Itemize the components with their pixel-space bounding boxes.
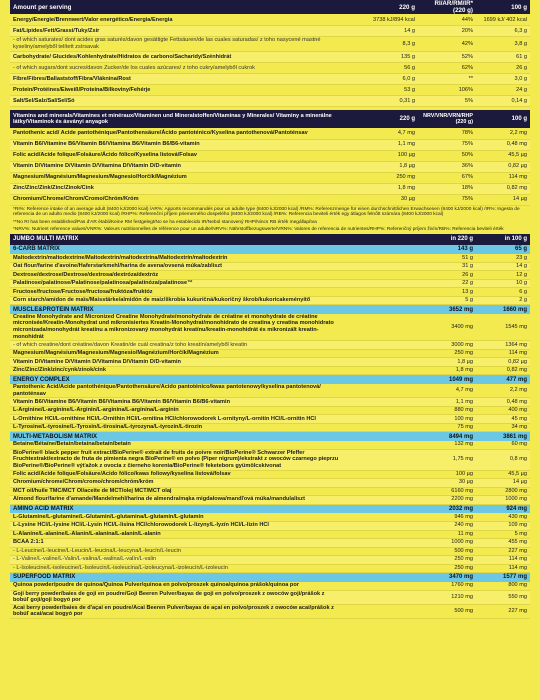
row-value-serving: 6,0 g: [342, 74, 418, 85]
row-value-100g: 455 mg: [476, 539, 530, 548]
row-value-100g: 114 mg: [476, 556, 530, 565]
matrix-table-header: [10, 234, 530, 245]
table-row: [10, 279, 530, 288]
row-value-100g: 1699 kJ/ 402 kcal: [476, 15, 530, 26]
table-row: [10, 384, 530, 398]
section-header: [10, 573, 530, 582]
table-row: [10, 415, 530, 424]
row-value-220g: 2200 mg: [342, 496, 476, 505]
section-title: MULTI-METABOLISM MATRIX: [13, 433, 97, 440]
table-row: [10, 63, 530, 74]
header-col2: 220 g: [399, 116, 415, 122]
row-label: - L-Leucine/L-leucine/L-Leucin/L-leucina/L-leucyna/L-leucín/L-leucin: [10, 547, 342, 556]
section-total-100g: 1577 mg: [502, 574, 527, 581]
row-label: Magnesium/Magnésium/Magnesium/Magnesio/Horčík/Magnézium: [10, 172, 342, 183]
row-value-nrv: 36%: [418, 161, 476, 172]
row-value-100g: 14 g: [476, 262, 530, 271]
table-row: [10, 128, 530, 139]
row-label: Salt/Sel/Salz/Sal/Sel/Só: [10, 96, 342, 107]
row-label: Fructose/fructose/Fructose/fructosa/fruktóza/fruktóz: [10, 288, 342, 297]
row-value-100g: 24 g: [476, 85, 530, 96]
table-row: [10, 513, 530, 522]
row-value-nrv: 67%: [418, 172, 476, 183]
row-value-100g: 227 mg: [476, 547, 530, 556]
footnote: [10, 219, 530, 227]
section-total-220g: 3470 mg: [448, 574, 473, 581]
table-row: [10, 161, 530, 172]
table-row: [10, 406, 530, 415]
section-title: ENERGY COMPLEX: [13, 376, 70, 383]
row-value-100g: 1364 mg: [476, 341, 530, 350]
row-value-ri: 52%: [418, 52, 476, 63]
row-value-ri: 20%: [418, 26, 476, 37]
row-label: Creatine Monohydrate and Micronized Creatine Monohydrate/monohydrate de créatine et monohydrate de créatine micronisée/Kreatin-Monohydrat und mikronisiertes Kreatin-Monohydrat/monohidrato de creatina y creatina monohidrato micronizada/monohydrát kreatínu a mikronizovaný monohydrát kreatínu/kreatin-monohidrát és mikronizált kreatin-monohidrát: [10, 314, 342, 341]
row-value-ri: 5%: [418, 96, 476, 107]
row-value-serving: 30 µg: [342, 194, 418, 205]
row-label: Vitamin D/Vitamine D/Vitamin D/Vitamina D/Vitamín D/D-vitamin: [10, 358, 342, 367]
row-value-nrv: 50%: [418, 150, 476, 161]
row-value-100g: 0,82 mg: [476, 366, 530, 375]
table-row: [10, 254, 530, 263]
footnote: [10, 226, 530, 234]
row-value-220g: 3400 mg: [342, 314, 476, 341]
row-value-ri: **: [418, 74, 476, 85]
row-value-100g: 0,14 g: [476, 96, 530, 107]
row-value-220g: 4,7 mg: [342, 384, 476, 398]
row-value-100g: 14 µg: [476, 479, 530, 488]
footnote-text: **No RI has been established/Pas d'AR établi/Keine RM festgelegt/No se ha establecido IR/Nebol stanovený RHP/Nincs RB érték megállapítva: [13, 219, 317, 225]
table-row: [10, 314, 530, 341]
table-row: [10, 15, 530, 26]
row-label: Folic acid/Acide folique/Folsäure/Ácido fólico/kwas foliowy/kyselina listová/folsav: [10, 470, 342, 479]
energy-table: [10, 0, 530, 107]
row-value-100g: 430 mg: [476, 513, 530, 522]
row-value-100g: 550 mg: [476, 590, 530, 604]
row-value-220g: 1210 mg: [342, 590, 476, 604]
row-value-serving: 53 g: [342, 85, 418, 96]
row-value-100g: 5 mg: [476, 530, 530, 539]
table-row: [10, 479, 530, 488]
row-value-100g: 3,8 g: [476, 37, 530, 52]
table-row: [10, 556, 530, 565]
row-value-serving: 4,7 mg: [342, 128, 418, 139]
row-value-100g: 1000 mg: [476, 496, 530, 505]
row-value-220g: 26 g: [342, 271, 476, 280]
row-value-serving: 14 g: [342, 26, 418, 37]
row-value-100g: 400 mg: [476, 406, 530, 415]
row-label: L-Ornithine HCl/L-ornithine HCl/L-Ornithin HCl/L-ornitina HCl/chlorowodorek L-ornityny/L-ornitín HCl/L-ornitin HCl: [10, 415, 342, 424]
table-row: [10, 262, 530, 271]
row-value-serving: 250 mg: [342, 172, 418, 183]
section-total-220g: 2032 mg: [448, 505, 473, 512]
row-label: - of which sugars/dont sucres/davon Zucker/de los cuales azúcares/ z toho cukry/amelyből cukrok: [10, 63, 342, 74]
section-header: [10, 245, 530, 254]
table-row: [10, 172, 530, 183]
row-value-220g: 1000 mg: [342, 539, 476, 548]
header-col4: 100 g: [511, 116, 527, 122]
footnote-text: *NRV%: Nutrient reference values/VNR%: Valeurs nutritionnelles de référence pour un adulte/NRV%: Nährstoffbezugswerte/VRN%: Valores de referencia de nutrientes/RHP%: Referenčný príjem živín/RB%: Referencia beviteli érték: [13, 227, 504, 233]
row-value-220g: 250 mg: [342, 556, 476, 565]
row-value-220g: 75 mg: [342, 423, 476, 432]
row-value-220g: 100 mg: [342, 415, 476, 424]
row-value-100g: 45,5 µg: [476, 150, 530, 161]
row-value-100g: 61 g: [476, 52, 530, 63]
row-label: BCAA 2:1:1: [10, 539, 342, 548]
row-value-220g: 1,8 mg: [342, 366, 476, 375]
section-total-100g: 3861 mg: [502, 433, 527, 440]
section-total-220g: 3652 mg: [448, 306, 473, 313]
row-label: Carbohydrate/ Glucides/Kohlenhydrate/Hidratos de carbono/Sacharidy/Szénhidrát: [10, 52, 342, 63]
table-row: [10, 358, 530, 367]
header-col3: RI/AR/RM/IR* (220 g): [418, 0, 476, 15]
row-value-220g: 132 mg: [342, 441, 476, 450]
row-label: L-Lysine HCl/L-lysine HCl/L-Lysin HCl/L-lisina HCl/chlorowodorek L-lizyny/L-lyzín HCl/L-lizin HCl: [10, 522, 342, 531]
table-row: [10, 341, 530, 350]
row-value-100g: 60 mg: [476, 441, 530, 450]
section-total-100g: 65 g: [514, 246, 527, 253]
table-row: [10, 539, 530, 548]
row-label: BioPerine® black pepper fruit extract/BioPerine® extrait de fruits de poivre noir/BioPerine® Schwarzer Pfeffer Fruchtextrakt/extracto de fruta de pimienta negra BioPerine® en polvo (Piper nigrum)/ekstrakt z owoców czarnego pieprzu BioPerine®/BioPerine® výťažok z ovocia z čierneho korenia/BioPerine® feketebors gyümölcskivonat: [10, 449, 342, 470]
row-value-serving: 1,1 mg: [342, 139, 418, 150]
table-row: [10, 150, 530, 161]
row-value-220g: 250 mg: [342, 349, 476, 358]
row-value-serving: 56 g: [342, 63, 418, 74]
row-value-100g: 2,2 mg: [476, 128, 530, 139]
row-value-100g: 10 g: [476, 279, 530, 288]
row-value-serving: 100 µg: [342, 150, 418, 161]
table-row: [10, 522, 530, 531]
section-total-100g: 924 mg: [506, 505, 527, 512]
row-value-serving: 3738 kJ/894 kcal: [342, 15, 418, 26]
table-row: [10, 194, 530, 205]
row-value-220g: 13 g: [342, 288, 476, 297]
section-total-220g: 8494 mg: [448, 433, 473, 440]
row-label: Fat/Lipides/Fett/Grassi/Tuky/Zsír: [10, 26, 342, 37]
row-label: L-Alanine/L-alanine/L-Alanin/L-alanina/L-alanín/L-alanin: [10, 530, 342, 539]
table-row: [10, 96, 530, 107]
row-value-220g: 11 mg: [342, 530, 476, 539]
section-header: [10, 432, 530, 441]
section-title: AMINO ACID MATRIX: [13, 505, 74, 512]
row-label: Zinc/Zinc/Zink/zinc/cynk/zinok/cink: [10, 366, 342, 375]
row-value-nrv: 75%: [418, 194, 476, 205]
row-value-100g: 2,2 mg: [476, 384, 530, 398]
row-value-serving: 1,8 mg: [342, 183, 418, 194]
table-row: [10, 74, 530, 85]
row-label: Protein/Protéines/Eiweiß/Proteína/Bílkoviny/Fehérje: [10, 85, 342, 96]
row-value-100g: 114 mg: [476, 172, 530, 183]
row-value-220g: 30 µg: [342, 479, 476, 488]
section-title: MUSCLE&PROTEIN MATRIX: [13, 306, 94, 313]
row-value-100g: 0,82 µg: [476, 358, 530, 367]
energy-table-header: [10, 0, 530, 15]
header-col4: 100 g: [476, 0, 530, 15]
row-label: Zinc/Zinc/Zink/Zinc/Zinok/Cink: [10, 183, 342, 194]
row-label: MCT oil/huile TMC/MCT Öl/aceite de MCT/olej MCT/MCT olaj: [10, 487, 342, 496]
row-label: Chromium/chrome/Chrom/cromo/chrom/chróm/króm: [10, 479, 342, 488]
vitamin-table: [10, 110, 530, 206]
table-row: [10, 441, 530, 450]
row-label: Oat flour/farine d'avoine/Haferstarkmehl/harina de avena/ovsená múka/zabliszt: [10, 262, 342, 271]
table-row: [10, 487, 530, 496]
row-value-100g: 45 mg: [476, 415, 530, 424]
row-value-ri: 62%: [418, 63, 476, 74]
table-row: [10, 366, 530, 375]
row-label: - of which creatine/dont créatine/davon Kreatin/de cuál creatina/z toho kreatín/amelyből kreatin: [10, 341, 342, 350]
table-row: [10, 37, 530, 52]
section-title: 6-CARB MATRIX: [13, 246, 60, 253]
row-value-serving: 1,8 µg: [342, 161, 418, 172]
row-value-220g: 250 mg: [342, 564, 476, 573]
table-row: [10, 26, 530, 37]
vitamin-table-header: [10, 110, 530, 128]
row-value-nrv: 78%: [418, 128, 476, 139]
row-value-nrv: 18%: [418, 183, 476, 194]
row-label: Chromium/Chrome/Chrom/Cromo/Chróm/Króm: [10, 194, 342, 205]
row-label: L-Arginine/L-arginine/L-Arginin/L-arginina/L-arginína/L-arginin: [10, 406, 342, 415]
header-col4: in 100 g: [504, 236, 527, 243]
table-row: [10, 349, 530, 358]
row-label: Acai berry powder/baies de d'açaí en poudre/Acai Beeren Pulver/bayas de açaí en polvo/proszek z owoców acai/prášok z bobúľ acai/acai bogyó por: [10, 604, 342, 618]
section-total-100g: 477 mg: [506, 376, 527, 383]
row-value-100g: 0,82 mg: [476, 183, 530, 194]
row-label: Vitamin D/Vitamine D/Vitamin D/Vitamina D/Vitamín D/D-vitamin: [10, 161, 342, 172]
row-value-100g: 6,3 g: [476, 26, 530, 37]
table-row: [10, 590, 530, 604]
row-value-100g: 26 g: [476, 63, 530, 74]
row-value-220g: 500 mg: [342, 604, 476, 618]
section-header: [10, 375, 530, 384]
row-value-100g: 114 mg: [476, 564, 530, 573]
footnote-text: *RI%: Reference intake of an average adult (8400 kJ/2000 kcal) /AR%: Apports recommandés pour un adulte type (8400 kJ/2000 kcal) /RM%: Referenzmenge für einen durchschnittlichen Erwachsenen (8400 kJ/2000 kcal) /IR%: Ingesta de referencia de un adulto medio (8400 kJ/2000 kcal) /RHP%: Referenční příjem priemerného dospelého (8400 kJ/2000 kcal) /RB%: Referencia beviteli érték egy átlagos felnőtt számára (8400 kJ/2000 kcal): [13, 206, 520, 218]
row-value-220g: 6160 mg: [342, 487, 476, 496]
table-row: [10, 470, 530, 479]
row-value-220g: 500 mg: [342, 547, 476, 556]
table-row: [10, 398, 530, 407]
row-label: - L-Valine/L-valine/L-Valin/L-valina/L-walina/L-valín/L-valin: [10, 556, 342, 565]
row-value-100g: 0,48 mg: [476, 398, 530, 407]
row-value-100g: 0,48 mg: [476, 139, 530, 150]
row-value-100g: 45,5 µg: [476, 470, 530, 479]
row-value-100g: 2800 mg: [476, 487, 530, 496]
row-value-220g: 31 g: [342, 262, 476, 271]
row-value-220g: 1,75 mg: [342, 449, 476, 470]
row-value-nrv: 75%: [418, 139, 476, 150]
table-row: [10, 85, 530, 96]
footnote: [10, 206, 530, 219]
row-value-220g: 1760 mg: [342, 582, 476, 591]
table-row: [10, 52, 530, 63]
row-value-220g: 22 g: [342, 279, 476, 288]
row-value-220g: 5 g: [342, 296, 476, 305]
row-value-100g: 1545 mg: [476, 314, 530, 341]
row-value-220g: 1,8 µg: [342, 358, 476, 367]
row-value-220g: 1,1 mg: [342, 398, 476, 407]
row-value-100g: 0,82 µg: [476, 161, 530, 172]
row-label: Pantothenic Acid/Acide pantothénique/Pantothensäure/Ácido pantoténico/kwas pantotenowy/kyselina pantotenová/ pantoténsav: [10, 384, 342, 398]
row-label: Almond flour/farine d'amande/Mandelmehl/harina de almendra/mąka migdałowa/mandľová múka/mandulaliszt: [10, 496, 342, 505]
header-col3: NRV/VNR/VRN/RHP (220 g): [423, 113, 473, 125]
matrix-table: [10, 234, 530, 619]
row-value-100g: 14 µg: [476, 194, 530, 205]
row-label: Goji berry powder/baies de goji en poudre/Goji Beeren Pulver/bayas de goji en polvo/proszek z owoców goji/prášok z bobúľ goji/goji bogyó por: [10, 590, 342, 604]
table-row: [10, 296, 530, 305]
row-value-220g: 51 g: [342, 254, 476, 263]
row-value-100g: 23 g: [476, 254, 530, 263]
row-label: Vitamin B6/Vitamine B6/Vitamin B6/Vitamina B6/Vitamin B6/Vitamin B6/B6-vitamin: [10, 398, 342, 407]
table-row: [10, 582, 530, 591]
row-value-100g: 6 g: [476, 288, 530, 297]
row-value-serving: 8,3 g: [342, 37, 418, 52]
row-value-220g: 100 µg: [342, 470, 476, 479]
row-value-100g: 3,0 g: [476, 74, 530, 85]
row-value-serving: 0,31 g: [342, 96, 418, 107]
row-label: Corn starch/amidon de maïs/Maisstärke/almidón de maíz/škrobia kukuričná/kukoričný škrob/kukoricakeményítő: [10, 296, 342, 305]
row-label: Energy/Energie/Brennwert/Valor energético/Energia/Energia: [10, 15, 342, 26]
row-value-100g: 34 mg: [476, 423, 530, 432]
row-value-100g: 227 mg: [476, 604, 530, 618]
row-label: Pantothenic acid/ Acide pantothénique/Pantothensäure/Ácido pantoténico/Kyselina pantothenová/Pantoténsav: [10, 128, 342, 139]
row-value-220g: 946 mg: [342, 513, 476, 522]
section-header: [10, 305, 530, 314]
row-value-220g: 240 mg: [342, 522, 476, 531]
row-label: Maltodextrin/maltodextrine/Maltodextrin/maltodextrina/Maltodextrín/maltodextrin: [10, 254, 342, 263]
row-label: Betaine/Bétaïne/Betain/betaína/betaín/betain: [10, 441, 342, 450]
row-label: - L-Isoleucine/L-isoleucine/L-Isoleucin/L-isoleucina/L-izoleucyna/L-izoleucín/L-izoleucin: [10, 564, 342, 573]
row-value-220g: 3000 mg: [342, 341, 476, 350]
table-row: [10, 423, 530, 432]
footnotes: [10, 206, 530, 234]
row-label: L-Tyrosine/L-tyrosine/L-Tyrosin/L-tirosina/L-tyrozyna/L-tyrozín/L-tirozin: [10, 423, 342, 432]
table-row: [10, 530, 530, 539]
row-value-100g: 114 mg: [476, 349, 530, 358]
row-value-100g: 2 g: [476, 296, 530, 305]
table-row: [10, 496, 530, 505]
header-col2: 220 g: [342, 0, 418, 15]
table-row: [10, 547, 530, 556]
row-value-100g: 0,8 mg: [476, 449, 530, 470]
section-total-100g: 1660 mg: [502, 306, 527, 313]
header-label: JUMBO MULTI MATRIX: [13, 236, 79, 243]
header-label: Amount per serving: [10, 0, 342, 15]
row-label: Palatinose/palatinose/Palatinose/palatinosa/palatinóza/palatinose™: [10, 279, 342, 288]
row-label: Vitamin B6/Vitamine B6/Vitamin B6/Vitamina B6/Vitamin B6/B6-vitamin: [10, 139, 342, 150]
row-label: Dextrose/dextrose/Dextrose/dextrosa/dextróza/dextróz: [10, 271, 342, 280]
row-value-ri: 44%: [418, 15, 476, 26]
table-row: [10, 271, 530, 280]
row-value-100g: 800 mg: [476, 582, 530, 591]
table-row: [10, 564, 530, 573]
section-title: SUPERFOOD MATRIX: [13, 574, 76, 581]
table-row: [10, 139, 530, 150]
row-label: Magnesium/Magnésium/Magnesium/Magnesio/Magnézium/Horčík/Magnézium: [10, 349, 342, 358]
table-row: [10, 604, 530, 618]
row-label: - of which saturates/ dont acides gras saturés/davon gesättigte Fettsäuren/de las cuales saturadas/ z toho nasycené mastné kyseliny/amelyből telített zsírsavak: [10, 37, 342, 52]
row-value-ri: 106%: [418, 85, 476, 96]
section-header: [10, 504, 530, 513]
table-row: [10, 449, 530, 470]
row-value-serving: 135 g: [342, 52, 418, 63]
row-label: Folic acid/Acide folique/Folsäure/Ácido fólico/Kyselina listová/Folsav: [10, 150, 342, 161]
row-value-220g: 880 mg: [342, 406, 476, 415]
section-total-220g: 143 g: [457, 246, 473, 253]
header-col2: in 220 g: [450, 236, 473, 243]
row-value-ri: 42%: [418, 37, 476, 52]
row-label: Quinoa powder/poudre de quinoa/Quinoa Pulver/quinoa en polvo/proszek quinoa/quinoa prášok/quinoa por: [10, 582, 342, 591]
row-label: L-Glutamine/L-glutamine/L-Glutamin/L-glutamina/L-glutamín/L-glutamin: [10, 513, 342, 522]
table-row: [10, 183, 530, 194]
section-total-220g: 1049 mg: [448, 376, 473, 383]
row-value-100g: 109 mg: [476, 522, 530, 531]
row-value-100g: 12 g: [476, 271, 530, 280]
header-label: Vitamins and minerals/Vitamines et minéraux/Vitaminen und Mineralstoffen/Vitaminas y Minerales/ Vitaminy a minerálne látky/Vitaminok és ásványi anyagok: [13, 112, 332, 125]
row-label: Fibre/Fibres/Ballaststoff/Fibra/Vláknina/Rost: [10, 74, 342, 85]
table-row: [10, 288, 530, 297]
